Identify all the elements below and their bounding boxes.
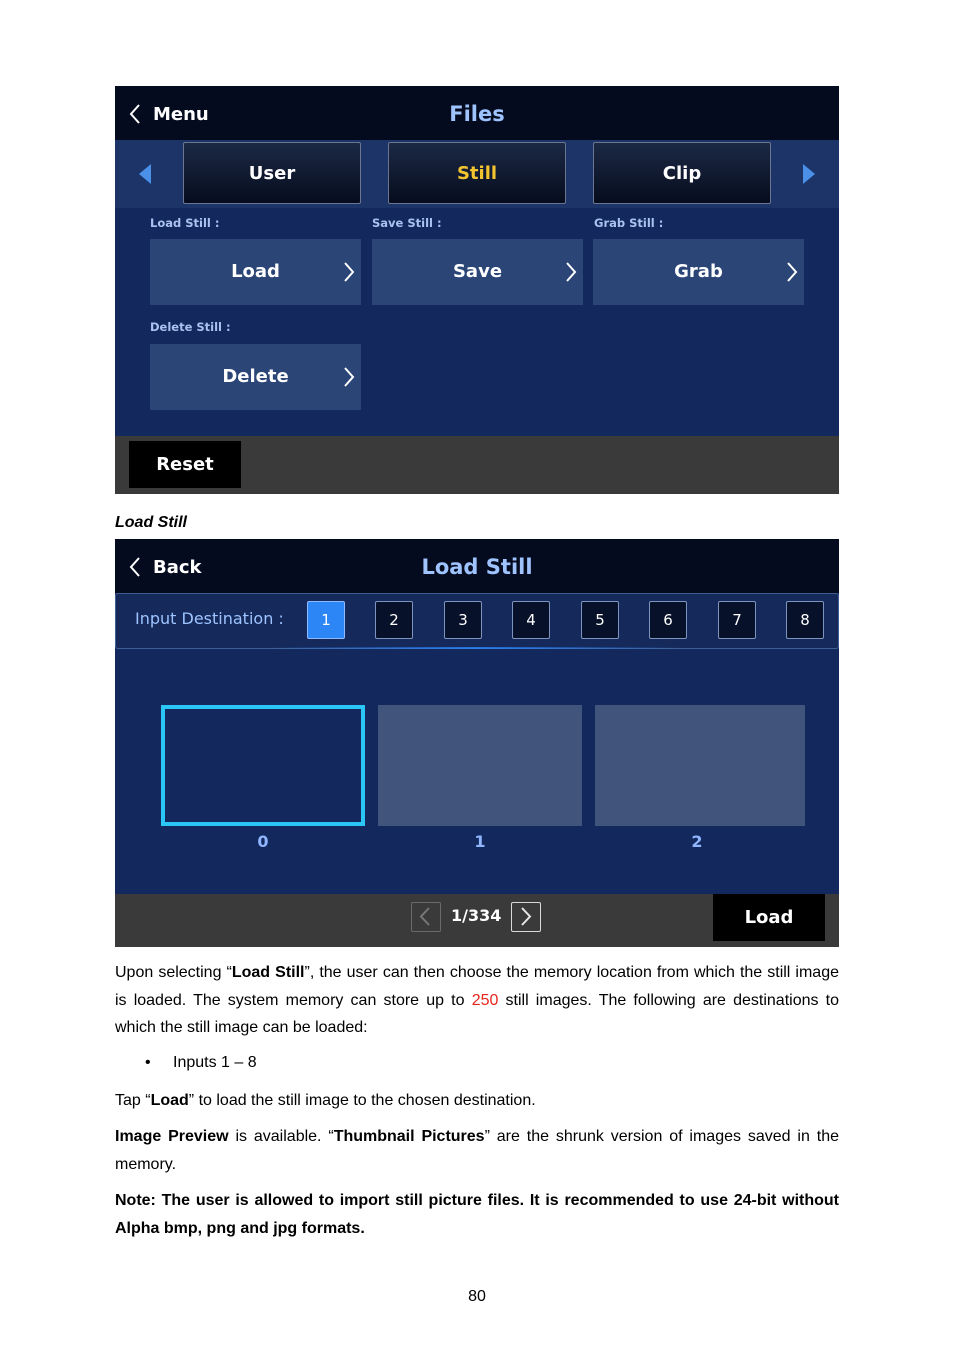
thumbnail-1[interactable] [378, 705, 582, 826]
load-still-load-button[interactable]: Load [713, 894, 825, 941]
paragraph-intro [115, 959, 839, 1042]
paragraph-image-preview [115, 1123, 839, 1178]
bullet-text: Inputs 1 – 8 [173, 1054, 257, 1071]
delete-button-label: Delete [222, 366, 289, 387]
load-still-header [115, 539, 839, 593]
load-still-title: Load Still [421, 555, 533, 579]
files-header [115, 86, 839, 140]
bold-text: Load [150, 1092, 189, 1109]
back-label: Back [153, 556, 202, 578]
page-number: 80 [468, 1288, 486, 1305]
files-screen [115, 86, 839, 494]
chevron-left-icon [412, 903, 439, 930]
load-still-bottom-bar [115, 894, 839, 947]
thumbnail-index-2: 2 [691, 832, 703, 851]
tab-user[interactable]: User [183, 142, 361, 204]
load-button[interactable] [150, 239, 361, 305]
delete-still-label: Delete Still : [150, 320, 231, 334]
paragraph-note: Note: The user is allowed to import still picture files. It is recommended to use 24-bit without Alpha bmp, png and jpg formats. [115, 1192, 839, 1237]
chevron-right-icon [786, 261, 798, 283]
triangle-right-icon [801, 163, 817, 185]
input-destination-bar [115, 593, 839, 649]
destination-button-8[interactable]: 8 [786, 601, 824, 639]
delete-button[interactable] [150, 344, 361, 410]
files-bottom-bar [115, 436, 839, 494]
figure-caption: Load Still [115, 514, 187, 531]
grab-still-label: Grab Still : [594, 216, 664, 230]
load-still-label: Load Still : [150, 216, 220, 230]
tab-still[interactable]: Still [388, 142, 566, 204]
save-button-label: Save [452, 261, 503, 282]
grab-button-label: Grab [674, 261, 723, 282]
reset-button[interactable]: Reset [129, 441, 241, 488]
tab-scroll-right-button[interactable] [779, 140, 839, 208]
grab-button[interactable] [593, 239, 804, 305]
destination-button-7[interactable]: 7 [718, 601, 756, 639]
files-title: Files [449, 102, 505, 126]
thumbnail-index-0: 0 [257, 832, 269, 851]
page-indicator: 1/334 [451, 906, 502, 925]
next-page-button[interactable] [511, 902, 541, 932]
bold-text: Thumbnail Pictures [333, 1128, 485, 1145]
load-button-label: Load [231, 261, 280, 282]
destination-button-1[interactable]: 1 [307, 601, 345, 639]
paragraph-tap-load [115, 1087, 839, 1115]
tab-clip[interactable]: Clip [593, 142, 771, 204]
chevron-left-icon [127, 102, 143, 126]
chevron-right-icon [343, 366, 355, 388]
input-destination-label: Input Destination : [135, 609, 284, 628]
text: ” are the shrunk version of images saved in the memory. [115, 1128, 839, 1173]
back-button[interactable] [127, 553, 202, 581]
bold-text: Image Preview [115, 1128, 229, 1145]
load-still-screen [115, 539, 839, 947]
chevron-right-icon [512, 903, 539, 930]
chevron-right-icon [565, 261, 577, 283]
chevron-right-icon [343, 261, 355, 283]
highlight-number: 250 [471, 991, 499, 1009]
thumbnail-0[interactable] [161, 705, 365, 826]
previous-page-button[interactable] [411, 902, 441, 932]
menu-back-button[interactable] [127, 100, 209, 128]
text: Tap “ [115, 1092, 151, 1109]
text: ” to load the still image to the chosen destination. [188, 1092, 536, 1109]
triangle-left-icon [137, 163, 153, 185]
text: still images. The following are destinations to which the still image can be loaded: [115, 991, 840, 1036]
destination-button-5[interactable]: 5 [581, 601, 619, 639]
destination-button-2[interactable]: 2 [375, 601, 413, 639]
files-tab-bar [115, 140, 839, 208]
text: ”, the user can then choose the memory location from which the still image is loaded. The system memory can store up to [115, 964, 840, 1009]
destination-button-3[interactable]: 3 [444, 601, 482, 639]
tab-scroll-left-button[interactable] [115, 140, 175, 208]
chevron-left-icon [127, 555, 143, 579]
menu-back-label: Menu [153, 103, 209, 125]
text: is available. “ [228, 1128, 334, 1145]
bold-text: Load Still [231, 964, 305, 981]
text: Upon selecting “ [115, 964, 232, 981]
save-button[interactable] [372, 239, 583, 305]
thumbnail-2[interactable] [595, 705, 805, 826]
save-still-label: Save Still : [372, 216, 442, 230]
destination-underline-glow [265, 647, 685, 649]
bullet-symbol: • [145, 1054, 151, 1071]
destination-button-4[interactable]: 4 [512, 601, 550, 639]
destination-button-6[interactable]: 6 [649, 601, 687, 639]
thumbnail-index-1: 1 [474, 832, 486, 851]
